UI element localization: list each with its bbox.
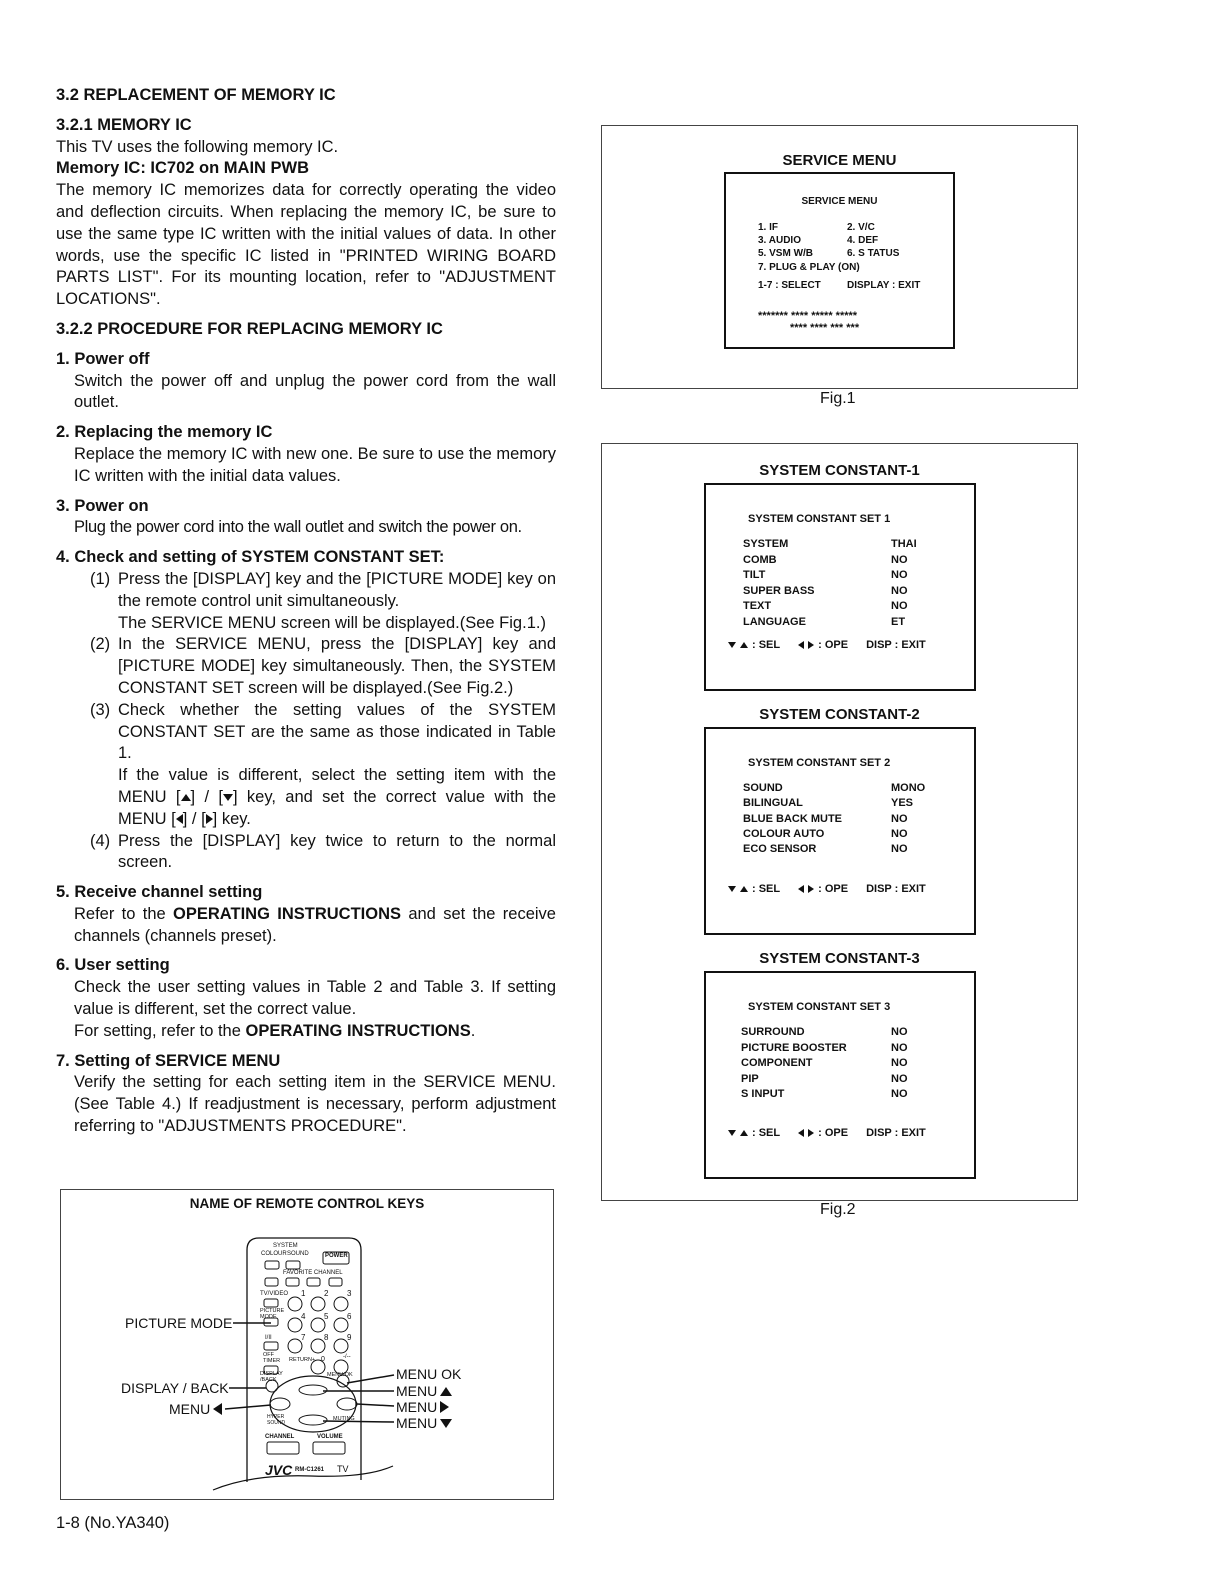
display-back-callout: DISPLAY / BACK <box>121 1380 229 1396</box>
fig1-frame <box>601 125 1078 389</box>
system-constant-2-screen <box>704 727 976 935</box>
down-arrow-icon <box>728 642 736 648</box>
remote-off-timer-label: OFF TIMER <box>263 1352 281 1364</box>
step5-text: Refer to the OPERATING INSTRUCTIONS and set the receive channels (channels preset). <box>74 904 556 945</box>
remote-picture-mode-key-label: PICTURE MODE <box>260 1308 285 1320</box>
remote-control-illustration <box>61 1190 553 1499</box>
step4-item-4-num: (4) <box>90 831 111 850</box>
subsection-memory-ic-title: 3.2.1 MEMORY IC <box>56 115 192 134</box>
up-arrow-icon <box>181 794 191 801</box>
table-row: BILINGUAL YES <box>743 797 914 810</box>
left-column <box>56 85 556 1138</box>
table-row: PIP NO <box>741 1072 908 1085</box>
fig2-caption: Fig.2 <box>820 1201 856 1218</box>
step3-text: Plug the power cord into the wall outlet and switch the power on. <box>74 518 522 537</box>
menu-left-callout: MENU <box>169 1401 222 1417</box>
step2-title: 2. Replacing the memory IC <box>56 423 273 442</box>
memory-ic-intro: This TV uses the following memory IC. <box>56 137 339 156</box>
menu-down-callout: MENU <box>396 1415 452 1431</box>
service-menu-item-4: 4. DEF <box>847 235 879 246</box>
step4-item-2-num: (2) <box>90 635 111 654</box>
menu-ok-callout: MENU OK <box>396 1366 462 1382</box>
fig1-caption: Fig.1 <box>820 390 856 407</box>
left-arrow-icon <box>176 814 183 824</box>
system-constant-1-title: SYSTEM CONSTANT-1 <box>759 462 920 479</box>
step2-text: Replace the memory IC with new one. Be sure to use the memory IC written with the initial data values. <box>74 444 556 485</box>
table-row: ECO SENSOR NO <box>743 843 908 856</box>
service-menu-screen-title: SERVICE MENU <box>801 196 878 207</box>
memory-ic-paragraph: The memory IC memorizes data for correctly operating the video and deflection circuits. When replacing the memory IC, be sure to use the same type IC written with the initial values of data. In other words, use the specific IC listed in "PRINTED WIRING BOARD PARTS LIST". For its mounting location, refer to "ADJUSTMENT LOCATIONS". <box>56 181 556 309</box>
service-menu-item-3: 3. AUDIO <box>758 235 801 246</box>
step4-title: 4. Check and setting of SYSTEM CONSTANT SET: <box>56 548 445 567</box>
step4-item-3 <box>90 700 556 831</box>
table-row: TEXT NO <box>743 600 908 613</box>
service-menu-item-7: 7. PLUG & PLAY (ON) <box>758 262 860 273</box>
menu-right-callout: MENU <box>396 1399 449 1415</box>
remote-digit-4: 4 <box>301 1312 306 1321</box>
remote-volume-label: VOLUME <box>317 1434 343 1440</box>
right-arrow-icon <box>808 885 814 893</box>
subsection-procedure-title: 3.2.2 PROCEDURE FOR REPLACING MEMORY IC <box>56 319 443 338</box>
step4-item-1 <box>90 569 556 634</box>
down-arrow-icon <box>223 794 233 801</box>
service-menu-item-5: 5. VSM W/B <box>758 248 814 259</box>
table-row: COMPONENT NO <box>741 1057 908 1069</box>
remote-i-ii-label: I/II <box>265 1335 272 1341</box>
remote-system-label: SYSTEM <box>273 1243 298 1249</box>
up-arrow-icon <box>440 1387 452 1396</box>
table-row: SURROUND NO <box>741 1026 908 1038</box>
right-arrow-icon <box>808 1129 814 1137</box>
system-constant-3-screen <box>704 971 976 1179</box>
step1-text: Switch the power off and unplug the power cord from the wall outlet. <box>74 371 556 412</box>
remote-digit-0: 0 <box>321 1356 325 1363</box>
down-arrow-icon <box>440 1419 452 1428</box>
right-arrow-icon <box>808 641 814 649</box>
step6-title: 6. User setting <box>56 956 170 975</box>
remote-digit-8: 8 <box>324 1333 329 1342</box>
remote-display-key-label: DISPLAY /BACK <box>260 1371 283 1383</box>
system-constant-1-screen <box>704 483 976 691</box>
down-arrow-icon <box>728 1130 736 1136</box>
table-row: COLOUR AUTO NO <box>743 827 908 840</box>
section-title: 3.2 REPLACEMENT OF MEMORY IC <box>56 86 336 104</box>
step4-item-4 <box>90 831 556 875</box>
step4-item-3-num: (3) <box>90 700 111 719</box>
system-constant-1-header: SYSTEM CONSTANT SET 1 <box>748 513 891 525</box>
table-row: COMB NO <box>743 553 908 566</box>
system-constant-3-header: SYSTEM CONSTANT SET 3 <box>748 1001 891 1013</box>
remote-colour-label: COLOUR <box>261 1251 287 1257</box>
table-row: SYSTEM THAI <box>743 538 917 550</box>
system-constant-2-footer: : SEL : OPE DISP : EXIT <box>728 883 926 895</box>
remote-digit-9: 9 <box>347 1333 352 1342</box>
remote-model-label: RM-C1261 <box>295 1467 325 1473</box>
remote-tv-label: TV <box>337 1464 349 1474</box>
fig1-title: SERVICE MENU <box>782 152 897 169</box>
picture-mode-callout: PICTURE MODE <box>125 1315 233 1331</box>
system-constant-3-footer: : SEL : OPE DISP : EXIT <box>728 1127 926 1139</box>
step5-title: 5. Receive channel setting <box>56 883 263 902</box>
system-constant-2-title: SYSTEM CONSTANT-2 <box>759 706 920 723</box>
remote-digit-6: 6 <box>347 1312 352 1321</box>
table-row: SOUND MONO <box>743 782 926 794</box>
remote-return-label: RETURN+ <box>289 1357 316 1363</box>
service-menu-stars-line1: ******* **** ***** ***** <box>758 310 858 322</box>
table-row: S INPUT NO <box>741 1088 908 1100</box>
up-arrow-icon <box>740 642 748 648</box>
service-menu-screen <box>724 172 955 349</box>
remote-hyper-sound-label: HYPER SOUND <box>267 1414 286 1426</box>
memory-ic-location: Memory IC: IC702 on MAIN PWB <box>56 159 310 178</box>
up-arrow-icon <box>740 1130 748 1136</box>
right-arrow-icon <box>206 814 213 824</box>
table-row: BLUE BACK MUTE NO <box>743 812 908 825</box>
table-row: PICTURE BOOSTER NO <box>741 1041 908 1054</box>
remote-digit-2: 2 <box>324 1289 329 1298</box>
step6-text-ref: For setting, refer to the OPERATING INSTRUCTIONS. <box>74 1021 476 1040</box>
up-arrow-icon <box>740 886 748 892</box>
step6-text: Check the user setting values in Table 2 and Table 3. If setting value is different, set the correct value. <box>74 978 556 1019</box>
remote-muting-label: MUTING <box>333 1416 355 1422</box>
remote-digit-7: 7 <box>301 1333 306 1342</box>
remote-digit-5: 5 <box>324 1312 329 1321</box>
system-constant-3-title: SYSTEM CONSTANT-3 <box>759 950 920 967</box>
step3-title: 3. Power on <box>56 496 149 515</box>
table-row: LANGUAGE ET <box>743 616 906 628</box>
system-constant-1-footer: : SEL : OPE DISP : EXIT <box>728 639 926 651</box>
left-arrow-icon <box>213 1403 222 1415</box>
remote-digit-dash: -/-- <box>343 1354 351 1360</box>
step7-title: 7. Setting of SERVICE MENU <box>56 1051 281 1070</box>
remote-digit-1: 1 <box>301 1289 306 1298</box>
remote-channel-label: CHANNEL <box>265 1434 295 1440</box>
service-menu-item-2: 2. V/C <box>847 222 875 233</box>
step4-item-1-text-a: Press the [DISPLAY] key and the [PICTURE MODE] key on the remote control unit simultaneously. <box>118 569 556 610</box>
left-arrow-icon <box>798 1129 804 1137</box>
remote-digit-3: 3 <box>347 1289 352 1298</box>
service-menu-stars-line2: **** **** *** *** <box>790 322 860 334</box>
service-menu-select-hint: 1-7 : SELECT <box>758 280 821 291</box>
left-arrow-icon <box>798 641 804 649</box>
left-arrow-icon <box>798 885 804 893</box>
right-arrow-icon <box>440 1401 449 1413</box>
step4-item-2-text: In the SERVICE MENU, press the [DISPLAY] key and [PICTURE MODE] key simultaneously. Then, the SYSTEM CONSTANT SET screen will be displayed.(See Fig.2.) <box>118 635 556 697</box>
down-arrow-icon <box>728 886 736 892</box>
step1-title: 1. Power off <box>56 349 150 368</box>
menu-up-callout: MENU <box>396 1383 452 1399</box>
step4-item-4-text: Press the [DISPLAY] key twice to return to the normal screen. <box>118 831 556 872</box>
step7-text: Verify the setting for each setting item in the SERVICE MENU.(See Table 4.) If readjustment is necessary, perform adjustment referring to "ADJUSTMENTS PROCEDURE". <box>74 1073 556 1136</box>
table-row: TILT NO <box>743 569 908 582</box>
remote-sound-label: SOUND <box>287 1251 309 1257</box>
service-menu-item-1: 1. IF <box>758 222 779 233</box>
step4-item-1-text-b: The SERVICE MENU screen will be displayed.(See Fig.1.) <box>118 613 546 632</box>
system-constant-2-header: SYSTEM CONSTANT SET 2 <box>748 757 891 769</box>
step4-item-2 <box>90 634 556 699</box>
remote-favorite-label: FAVORITE CHANNEL <box>283 1270 343 1276</box>
step4-item-3-text-b: If the value is different, select the setting item with the MENU [ ] / [ ] key, and set the correct value with the MENU [ ] / [ ] key. <box>118 766 556 828</box>
remote-menu-ok-key-label: MENU/OK <box>327 1372 353 1378</box>
service-menu-exit-hint: DISPLAY : EXIT <box>847 280 921 291</box>
page-footer: 1-8 (No.YA340) <box>56 1514 170 1532</box>
remote-tvvideo-label: TV/VIDEO <box>260 1291 289 1297</box>
step4-item-1-num: (1) <box>90 569 111 588</box>
table-row: SUPER BASS NO <box>743 584 908 597</box>
remote-power-key[interactable]: POWER <box>325 1253 348 1259</box>
step4-item-3-text-a: Check whether the setting values of the SYSTEM CONSTANT SET are the same as those indicated in Table 1. <box>118 700 556 763</box>
remote-keys-title: NAME OF REMOTE CONTROL KEYS <box>189 1196 425 1211</box>
service-menu-item-6: 6. S TATUS <box>847 248 900 259</box>
remote-brand-logo: JVC <box>265 1462 293 1478</box>
remote-keys-figure <box>60 1189 554 1500</box>
